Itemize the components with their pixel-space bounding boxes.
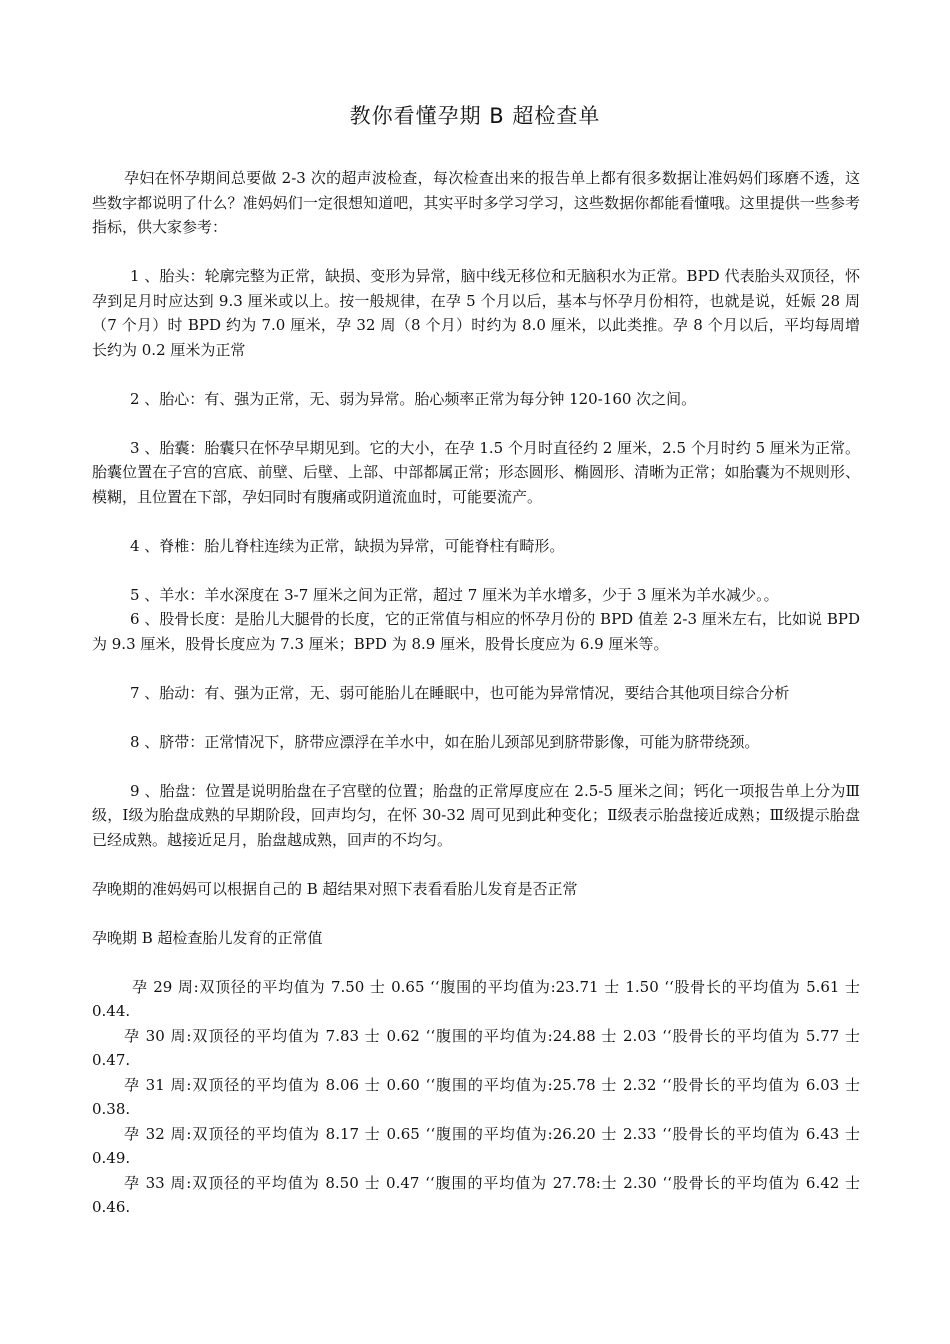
week-33-values: 孕 33 周:双顶径的平均值为 8.50 士 0.47 ‘‘腹围的平均值为 27.78:士 2.30 ‘‘股骨长的平均值为 6.42 士 0.46. xyxy=(92,1173,860,1216)
week-32-values: 孕 32 周:双顶径的平均值为 8.17 士 0.65 ‘‘腹围的平均值为:26.20 士 2.33 ‘‘股骨长的平均值为 6.43 士 0.49. xyxy=(92,1124,860,1167)
item-femur-length: 6 、股骨长度：是胎儿大腿骨的长度，它的正常值与相应的怀孕月份的 BPD 值差 2-3 厘米左右，比如说 BPD 为 9.3 厘米，股骨长度应为 7.3 厘米；BPD 为 8.9 厘米，股骨长度应为 6.9 厘米等。 xyxy=(92,610,860,653)
intro-paragraph: 孕妇在怀孕期间总要做 2-3 次的超声波检查，每次检查出来的报告单上都有很多数据让准妈妈们琢磨不透，这些数字都说明了什么？准妈妈们一定很想知道吧，其实平时多学习学习，这些数据你都能看懂哦。这里提供一些参考指标，供大家参考： xyxy=(92,169,860,236)
spacer xyxy=(92,558,860,583)
week-30-values: 孕 30 周:双顶径的平均值为 7.83 士 0.62 ‘‘腹围的平均值为:24.88 士 2.03 ‘‘股骨长的平均值为 5.77 士 0.47. xyxy=(92,1026,860,1069)
item-placenta: 9 、胎盘：位置是说明胎盘在子宫壁的位置；胎盘的正常厚度应在 2.5-5 厘米之间；钙化一项报告单上分为Ⅲ级，Ⅰ级为胎盘成熟的早期阶段，回声均匀，在怀 30-32 周可见到此种变化；Ⅱ级表示胎盘接近成熟；Ⅲ级提示胎盘已经成熟。越接近足月，胎盘越成熟，回声的不均匀。 xyxy=(92,781,860,849)
spacer xyxy=(92,950,860,975)
item-umbilical-cord: 8 、脐带：正常情况下，脐带应漂浮在羊水中，如在胎儿颈部见到脐带影像，可能为脐带绕颈。 xyxy=(130,732,760,751)
spacer xyxy=(92,901,860,926)
document-title: 教你看懂孕期 B 超检查单 xyxy=(349,104,601,128)
spacer xyxy=(92,411,860,436)
spacer xyxy=(92,852,860,877)
week-29-values: 孕 29 周:双顶径的平均值为 7.50 士 0.65 ‘‘腹围的平均值为:23.71 士 1.50 ‘‘股骨长的平均值为 5.61 士 0.44. xyxy=(92,977,860,1020)
spacer xyxy=(92,362,860,387)
spacer xyxy=(92,240,860,265)
spacer xyxy=(92,509,860,534)
week-31-values: 孕 31 周:双顶径的平均值为 8.06 士 0.60 ‘‘腹围的平均值为:25.78 士 2.32 ‘‘股骨长的平均值为 6.03 士 0.38. xyxy=(92,1075,860,1118)
late-pregnancy-note: 孕晚期的准妈妈可以根据自己的 B 超结果对照下表看看胎儿发育是否正常 xyxy=(92,879,578,898)
spacer xyxy=(92,705,860,730)
spacer xyxy=(92,656,860,681)
normal-values-list xyxy=(92,975,860,1220)
document-body xyxy=(92,166,860,1220)
normal-values-heading: 孕晚期 B 超检查胎儿发育的正常值 xyxy=(92,928,323,947)
item-spine: 4 、脊椎：胎儿脊柱连续为正常，缺损为异常，可能脊柱有畸形。 xyxy=(130,536,565,555)
item-fetal-movement: 7 、胎动：有、强为正常，无、弱可能胎儿在睡眠中，也可能为异常情况，要结合其他项目综合分析 xyxy=(130,683,790,702)
item-fetal-head: 1 、胎头：轮廓完整为正常，缺损、变形为异常，脑中线无移位和无脑积水为正常。BPD 代表胎头双顶径，怀孕到足月时应达到 9.3 厘米或以上。按一般规律，在孕 5 个月以后，基本与怀孕月份相符，也就是说，妊娠 28 周（7 个月）时 BPD 约为 7.0 厘米，孕 32 周（8 个月）时约为 8.0 厘米，以此类推。孕 8 个月以后，平均每周增长约为 0.2 厘米为正常 xyxy=(92,267,860,359)
item-fetal-heart: 2 、胎心：有、强为正常，无、弱为异常。胎心频率正常为每分钟 120-160 次之间。 xyxy=(130,389,697,408)
spacer xyxy=(92,754,860,779)
item-gestational-sac: 3 、胎囊：胎囊只在怀孕早期见到。它的大小，在孕 1.5 个月时直径约 2 厘米，2.5 个月时约 5 厘米为正常。胎囊位置在子宫的宫底、前壁、后壁、上部、中部都属正常；形态圆形、椭圆形、清晰为正常；如胎囊为不规则形、模糊，且位置在下部，孕妇同时有腹痛或阴道流血时，可能要流产。 xyxy=(92,438,860,506)
item-amniotic-fluid: 5 、羊水：羊水深度在 3-7 厘米之间为正常，超过 7 厘米为羊水增多，少于 3 厘米为羊水减少。。 xyxy=(130,585,779,604)
